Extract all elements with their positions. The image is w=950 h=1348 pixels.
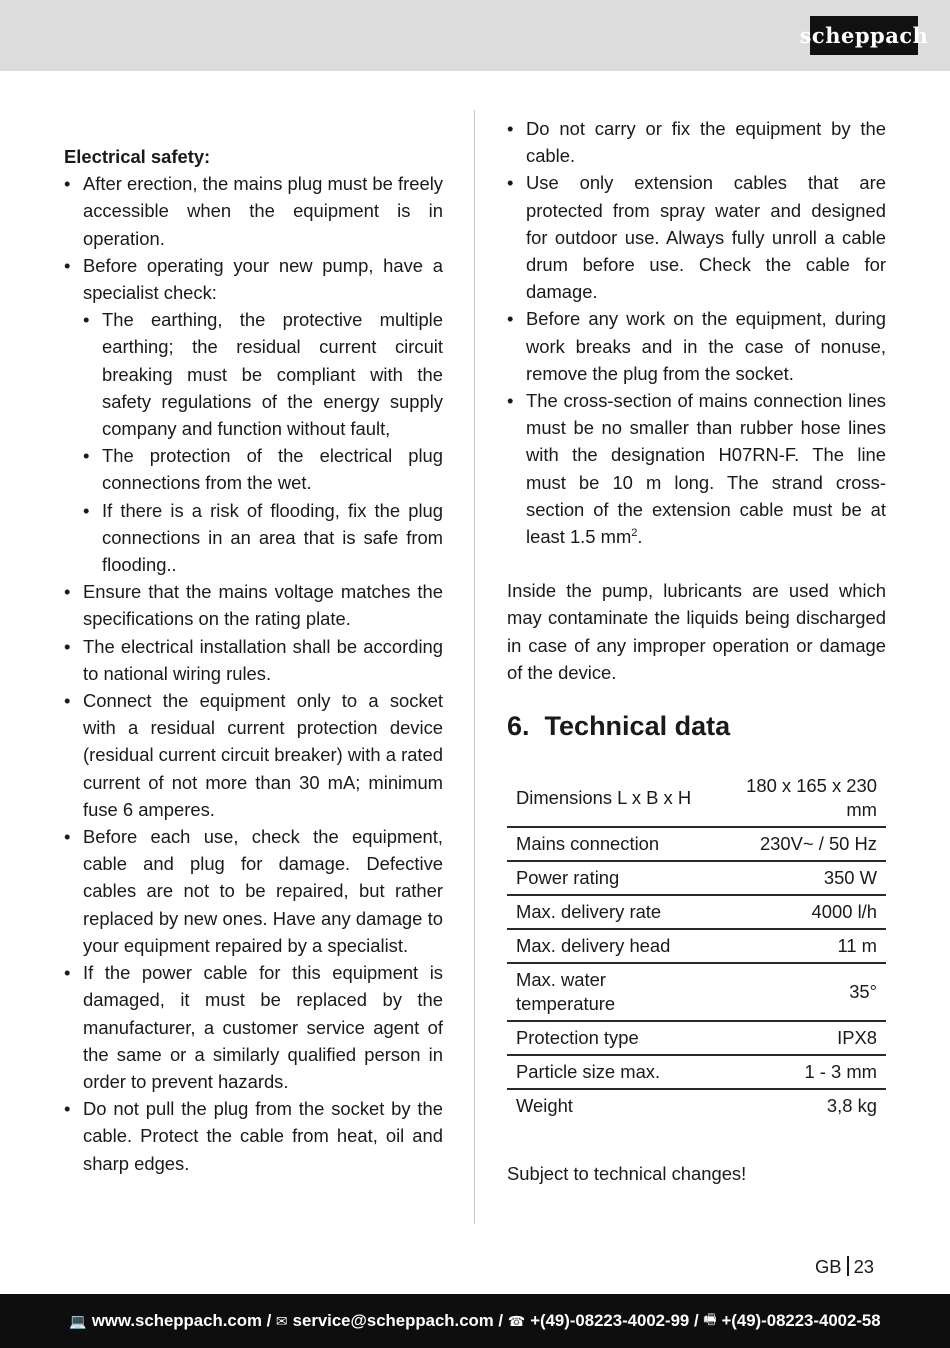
footer-separator: / xyxy=(498,1311,504,1330)
list-item xyxy=(507,169,886,305)
phone-icon: ☎ xyxy=(507,1312,526,1329)
bullet-icon: • xyxy=(64,826,71,848)
list-item xyxy=(64,252,443,578)
brand-logo xyxy=(799,16,929,55)
safety-list xyxy=(64,170,443,1177)
bullet-text: Before each use, check the equipment, cable and plug for damage. Defective cables are not to be repaired, but rather replaced by new ones. Have any damage to your equipment repaired by a specialist. xyxy=(83,826,443,956)
spec-label: Max. water temperature xyxy=(507,963,705,1021)
bullet-icon: • xyxy=(64,1098,71,1120)
list-item xyxy=(507,387,886,550)
spec-value: 230V~ / 50 Hz xyxy=(705,827,886,861)
spec-value: 1 - 3 mm xyxy=(705,1055,886,1089)
cable-safety-list xyxy=(507,115,886,550)
spec-label: Dimensions L x B x H xyxy=(507,770,705,827)
spec-value: IPX8 xyxy=(705,1021,886,1055)
sub-list-item xyxy=(83,442,443,496)
electrical-safety-heading: Electrical safety: xyxy=(64,146,211,167)
bullet-text: Before any work on the equipment, during work breaks and in the case of nonuse, remove the plug from the socket. xyxy=(526,308,886,384)
spec-label: Particle size max. xyxy=(507,1055,705,1089)
phone-number[interactable]: +(49)-08223-4002-99 xyxy=(530,1311,690,1330)
bullet-icon: • xyxy=(64,635,71,657)
table-row xyxy=(507,963,886,1021)
email-link[interactable]: service@scheppach.com xyxy=(292,1311,494,1330)
bullet-icon: • xyxy=(64,254,71,276)
column-divider xyxy=(474,110,475,1224)
bullet-text: If there is a risk of flooding, fix the plug connections in an area that is safe from flooding.. xyxy=(102,499,443,576)
bullet-text: Before operating your new pump, have a specialist check: xyxy=(83,254,443,304)
bullet-text: If the power cable for this equipment is damaged, it must be replaced by the manufacturer, a customer service agent of the same or a similarly qualified person in order to prevent hazards. xyxy=(83,962,443,1092)
spec-value: 11 m xyxy=(705,929,886,963)
spec-label: Mains connection xyxy=(507,827,705,861)
list-item xyxy=(507,115,886,169)
spec-value: 4000 l/h xyxy=(705,895,886,929)
brand-name: scheppach xyxy=(799,23,929,48)
spec-value: 3,8 kg xyxy=(826,1095,877,1117)
bullet-icon: • xyxy=(507,308,514,330)
technical-data-heading xyxy=(507,709,886,743)
fax-number: +(49)-08223-4002-58 xyxy=(721,1311,881,1330)
bullet-icon: • xyxy=(507,118,514,139)
website-link[interactable]: www.scheppach.com xyxy=(91,1311,262,1330)
bullet-text: Do not pull the plug from the socket by the cable. Protect the cable from heat, oil and sharp edges. xyxy=(83,1098,443,1174)
footer-separator: / xyxy=(266,1311,272,1330)
technical-data-table xyxy=(507,770,886,1122)
mail-icon: ✉ xyxy=(275,1312,288,1329)
bullet-icon: • xyxy=(507,390,514,412)
footer-separator: / xyxy=(693,1311,699,1330)
spec-value: 180 x 165 x 230 mm xyxy=(705,770,886,827)
period: . xyxy=(637,526,643,548)
bullet-icon: • xyxy=(64,581,71,603)
table-row xyxy=(507,770,886,827)
list-item xyxy=(64,578,443,632)
list-item xyxy=(64,959,443,1095)
spec-value: 350 W xyxy=(705,861,886,895)
page-number-value: 23 xyxy=(853,1256,875,1277)
page-number xyxy=(815,1256,874,1278)
computer-icon: 💻 xyxy=(69,1312,87,1329)
bullet-text: The cross-section of mains connection lines must be no smaller than rubber hose lines with the designation H07RN-F. The line must be 10 m long. The strand cross-section of the extension cable must be at least 1.5 mm xyxy=(526,390,886,548)
spec-label: Weight xyxy=(516,1095,573,1117)
sub-list-item xyxy=(83,497,443,579)
list-item xyxy=(64,1095,443,1177)
bullet-text: Do not carry or fix the equipment by the cable. xyxy=(526,118,886,167)
table-row xyxy=(507,929,886,963)
list-item xyxy=(64,823,443,959)
spec-value: 35° xyxy=(705,963,886,1021)
bullet-text: The electrical installation shall be according to national wiring rules. xyxy=(83,635,443,684)
bullet-icon: • xyxy=(83,309,90,331)
superscript: 2 xyxy=(631,526,638,539)
spec-label: Protection type xyxy=(507,1021,705,1055)
bullet-text: Connect the equipment only to a socket with a residual current protection device (residual current circuit breaker) with a rated current of not more than 30 mA; minimum fuse 6 amperes. xyxy=(83,690,443,820)
bullet-text: The protection of the electrical plug connections from the wet. xyxy=(102,445,443,494)
sub-list xyxy=(83,306,443,578)
bullet-text: Ensure that the mains voltage matches the specifications on the rating plate. xyxy=(83,581,443,630)
table-row xyxy=(507,861,886,895)
bullet-icon: • xyxy=(64,173,71,195)
list-item xyxy=(64,170,443,252)
bullet-icon: • xyxy=(507,172,514,194)
table-row xyxy=(507,895,886,929)
right-column xyxy=(507,115,886,1187)
technical-changes-note: Subject to technical changes! xyxy=(507,1163,747,1185)
list-item xyxy=(64,633,443,687)
table-row xyxy=(507,1021,886,1055)
bullet-icon: • xyxy=(83,445,90,467)
bullet-text: After erection, the mains plug must be freely accessible when the equipment is in operation. xyxy=(83,173,443,249)
section-number: 6. xyxy=(507,711,530,742)
page-number-separator xyxy=(847,1256,849,1276)
lubricants-paragraph: Inside the pump, lubricants are used which may contaminate the liquids being discharged in case of any improper operation or damage of the device. xyxy=(507,580,886,683)
bullet-icon: • xyxy=(64,962,71,984)
sub-list-item xyxy=(83,306,443,442)
spec-label: Max. delivery rate xyxy=(507,895,705,929)
bullet-text: Use only extension cables that are protected from spray water and designed for outdoor use. Always fully unroll a cable drum before use. Check the cable for damage. xyxy=(526,172,886,303)
footer-bar xyxy=(0,1294,950,1348)
left-column xyxy=(64,143,443,1177)
section-title: Technical data xyxy=(544,711,731,742)
language-code: GB xyxy=(815,1256,842,1277)
table-row xyxy=(507,1055,886,1089)
table-row xyxy=(507,1089,886,1122)
list-item xyxy=(64,687,443,823)
fax-icon: 🖷 xyxy=(703,1311,717,1327)
spec-label: Power rating xyxy=(507,861,705,895)
bullet-text: The earthing, the protective multiple earthing; the residual current circuit breaking must be compliant with the safety regulations of the energy supply company and function without fault, xyxy=(102,309,443,440)
bullet-icon: • xyxy=(83,499,90,521)
bullet-icon: • xyxy=(64,690,71,712)
table-row xyxy=(507,827,886,861)
spec-label: Max. delivery head xyxy=(507,929,705,963)
list-item xyxy=(507,305,886,387)
